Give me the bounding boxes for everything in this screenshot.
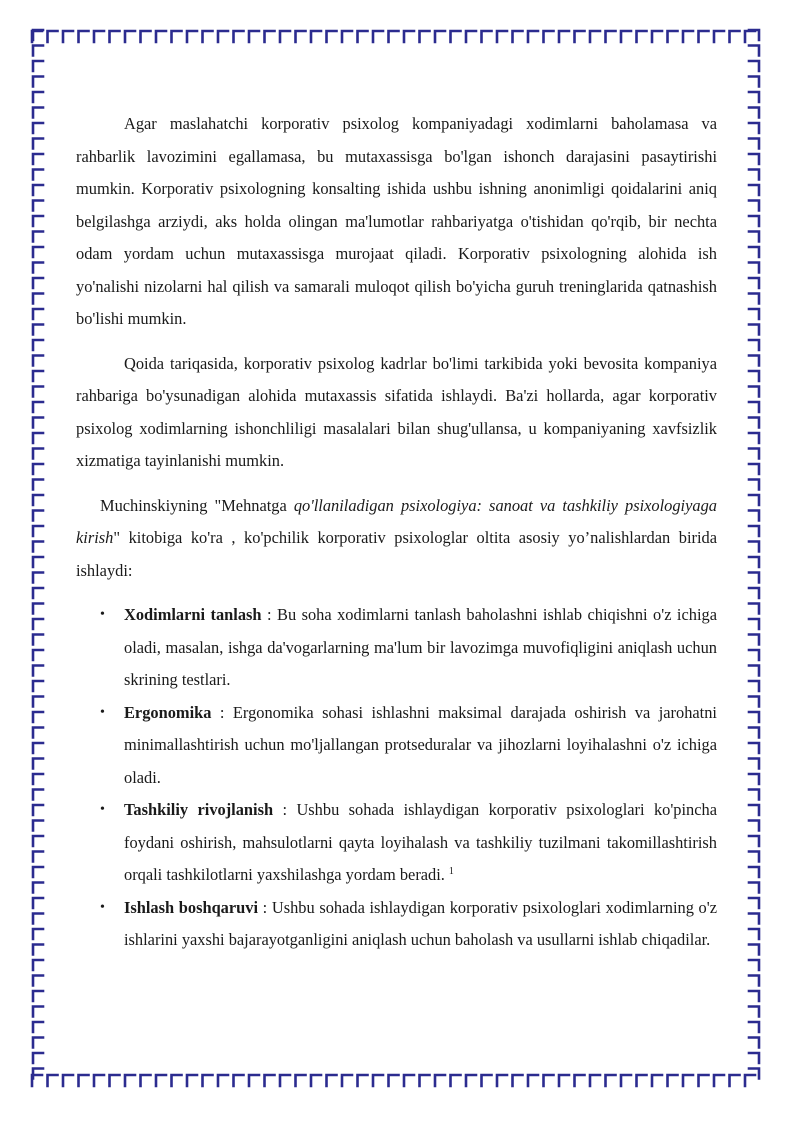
list-item bbox=[76, 794, 717, 892]
directions-list bbox=[76, 599, 717, 957]
paragraph-1: Agar maslahatchi korporativ psixolog kompaniyadagi xodimlarni baholamasa va rahbarlik lavozimini egallamasa, bu mutaxassisga bo'lgan ishonch darajasini pasaytirishi mumkin. Korporativ psixologning konsalting ishida ushbu ishning anonimligi qoidalarini aniq belgilashga arziydi, aks holda olingan ma'lumotlar rahbariyatga o'tishidan qo'rqib, bir nechta odam yordam uchun mutaxassisga murojaat qiladi. Korporativ psixologning alohida ish yo'nalishi nizolarni hal qilish va samarali muloqot qilish bo'yicha guruh treninglarida qatnashish bo'lishi mumkin. bbox=[76, 114, 717, 328]
decorative-border-top bbox=[30, 28, 760, 46]
paragraph-3-lead: Muchinskiyning "Mehnatga bbox=[100, 495, 294, 515]
decorative-border-left bbox=[30, 28, 48, 1088]
decorative-border-right bbox=[745, 28, 763, 1088]
book-title: qo'llaniladigan psixologiya: sanoat va tashkiliy psixologiyaga kirish bbox=[76, 495, 717, 547]
list-item-term: Ergonomika bbox=[124, 702, 212, 722]
list-item-text: : Ushbu sohada ishlaydigan korporativ psixologlari ko'pincha foydani oshirish, mahsulotlarni qayta loyihalash va tashkiliy tuzilmani takomillashtirish orqali tashkilotlarni yaxshilashga yordam beradi. bbox=[124, 800, 718, 884]
list-item bbox=[76, 892, 717, 957]
list-item bbox=[76, 697, 717, 795]
footnote-marker[interactable]: 1 bbox=[448, 865, 454, 877]
paragraph-2: Qoida tariqasida, korporativ psixolog kadrlar bo'limi tarkibida yoki bevosita kompaniya rahbariga bo'ysunadigan alohida mutaxassis sifatida ishlaydi. Ba'zi hollarda, agar korporativ psixolog xodimlarning ishonchliligi masalalari bilan shug'ullansa, u kompaniyaning xavfsizlik xizmatiga tayinlanishi mumkin. bbox=[76, 353, 717, 470]
list-item-term: Tashkiliy rivojlanish bbox=[124, 800, 274, 819]
list-item-text: : Ushbu sohada ishlaydigan korporativ psixologlari xodimlarning o'z ishlarini yaxshi bajarayotganligini aniqlash uchun baholash va usullarni ishlab chiqadilar. bbox=[124, 897, 717, 949]
list-item bbox=[76, 599, 717, 697]
bullet-icon: • bbox=[100, 607, 105, 622]
document-body bbox=[76, 108, 717, 957]
bullet-icon: • bbox=[100, 704, 105, 720]
decorative-border-bottom bbox=[30, 1072, 760, 1090]
paragraph-3-tail: " kitobiga ko'ra , ko'pchilik korporativ psixologlar oltita asosiy yo’nalishlardan birida ishlaydi: bbox=[76, 528, 717, 580]
paragraph-3 bbox=[76, 490, 717, 588]
list-item-term: Ishlash boshqaruvi bbox=[124, 897, 259, 917]
bullet-icon: • bbox=[100, 899, 105, 915]
bullet-icon: • bbox=[100, 802, 105, 817]
list-item-term: Xodimlarni tanlash bbox=[124, 605, 262, 624]
list-item-text: : Ergonomika sohasi ishlashni maksimal darajada oshirish va jarohatni minimallashtirish uchun mo'ljallangan protseduralar va jihozlarni loyihalashni o'z ichiga oladi. bbox=[124, 702, 717, 787]
list-item-text: : Bu soha xodimlarni tanlash baholashni ishlab chiqishni o'z ichiga oladi, masalan, ishga da'vogarlarning ma'lum bir lavozimga muvofiqligini aniqlash uchun skrining testlari. bbox=[124, 605, 717, 689]
